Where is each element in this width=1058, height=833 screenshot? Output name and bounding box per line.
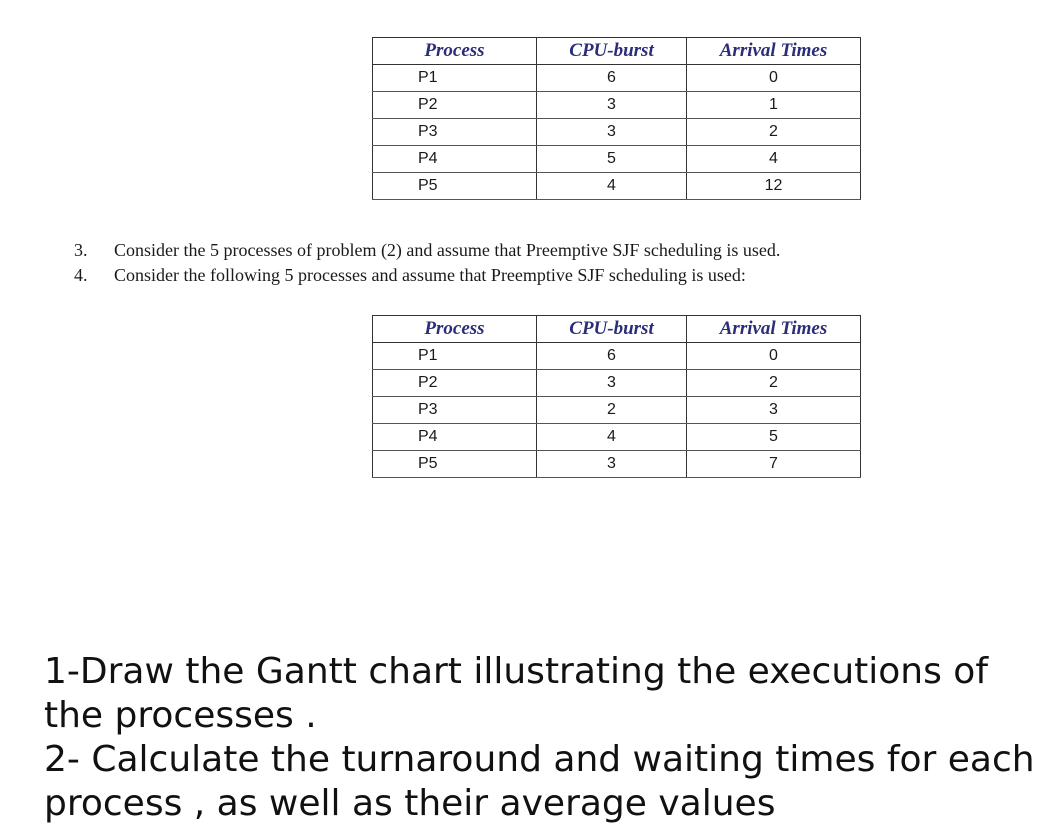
process-cell: P4 [373, 424, 537, 451]
process-table-2 [372, 315, 861, 478]
question-number: 4. [74, 265, 88, 285]
process-cell: P1 [373, 65, 537, 92]
cpu-burst-cell: 3 [537, 92, 687, 119]
cpu-burst-cell: 3 [537, 119, 687, 146]
cpu-burst-cell: 2 [537, 397, 687, 424]
table-row [373, 173, 861, 200]
arrival-time-cell: 5 [687, 424, 861, 451]
arrival-time-cell: 0 [687, 343, 861, 370]
header-process: Process [373, 316, 537, 343]
arrival-time-cell: 12 [687, 173, 861, 200]
table-row [373, 397, 861, 424]
process-cell: P1 [373, 343, 537, 370]
process-cell: P3 [373, 119, 537, 146]
header-arrival-times: Arrival Times [687, 316, 861, 343]
table-row [373, 92, 861, 119]
arrival-time-cell: 4 [687, 146, 861, 173]
arrival-time-cell: 1 [687, 92, 861, 119]
table-header-row [373, 38, 861, 65]
table-row [373, 146, 861, 173]
arrival-time-cell: 3 [687, 397, 861, 424]
instruction-times: 2- Calculate the turnaround and waiting times for each process , as well as their average values [44, 739, 1035, 824]
header-cpu-burst: CPU-burst [537, 316, 687, 343]
cpu-burst-cell: 5 [537, 146, 687, 173]
table-row [373, 451, 861, 478]
process-cell: P3 [373, 397, 537, 424]
table-row [373, 119, 861, 146]
process-cell: P5 [373, 451, 537, 478]
table-row [373, 370, 861, 397]
arrival-time-cell: 7 [687, 451, 861, 478]
instructions-block [44, 650, 1044, 826]
arrival-time-cell: 2 [687, 119, 861, 146]
process-cell: P4 [373, 146, 537, 173]
header-cpu-burst: CPU-burst [537, 38, 687, 65]
question-text: Consider the following 5 processes and assume that Preemptive SJF scheduling is used: [114, 265, 746, 285]
cpu-burst-cell: 3 [537, 451, 687, 478]
question-number: 3. [74, 240, 88, 260]
cpu-burst-cell: 3 [537, 370, 687, 397]
question-item [74, 238, 780, 263]
arrival-time-cell: 0 [687, 65, 861, 92]
cpu-burst-cell: 4 [537, 173, 687, 200]
header-arrival-times: Arrival Times [687, 38, 861, 65]
arrival-time-cell: 2 [687, 370, 861, 397]
question-list [74, 238, 780, 288]
instruction-gantt: 1-Draw the Gantt chart illustrating the executions of the processes . [44, 651, 988, 736]
cpu-burst-cell: 6 [537, 65, 687, 92]
process-table-1 [372, 37, 861, 200]
table-row [373, 65, 861, 92]
table-row [373, 343, 861, 370]
question-text: Consider the 5 processes of problem (2) and assume that Preemptive SJF scheduling is used. [114, 240, 781, 260]
table-header-row [373, 316, 861, 343]
header-process: Process [373, 38, 537, 65]
table-row [373, 424, 861, 451]
process-cell: P2 [373, 92, 537, 119]
cpu-burst-cell: 6 [537, 343, 687, 370]
process-cell: P5 [373, 173, 537, 200]
question-item [74, 263, 780, 288]
cpu-burst-cell: 4 [537, 424, 687, 451]
process-cell: P2 [373, 370, 537, 397]
